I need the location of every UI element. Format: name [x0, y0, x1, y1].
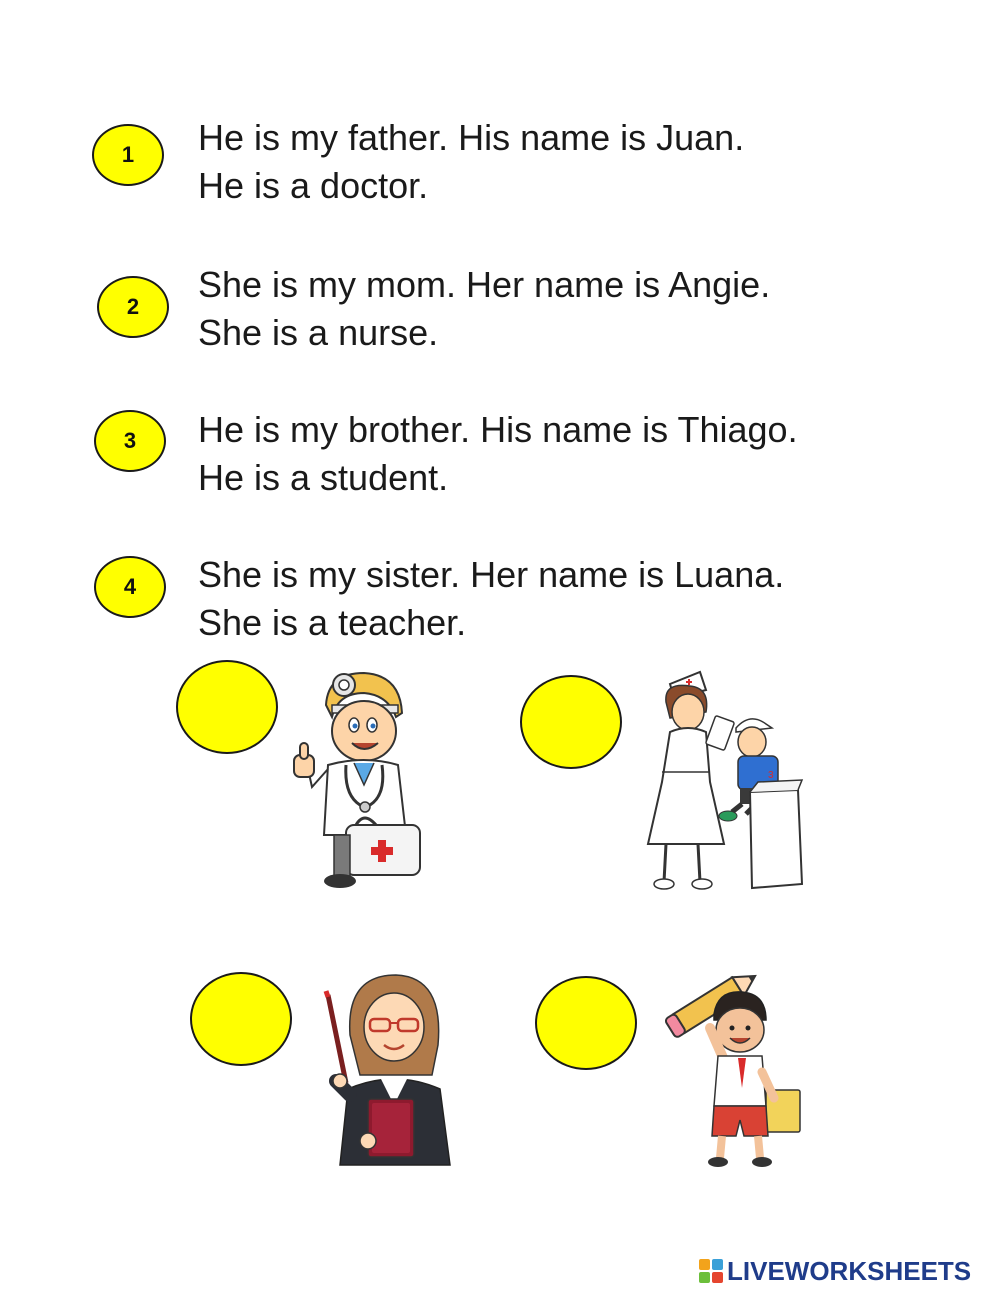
- answer-circle-student[interactable]: [535, 976, 637, 1070]
- liveworksheets-logo-icon: [698, 1258, 724, 1284]
- svg-text:3: 3: [768, 770, 774, 781]
- number-badge-3: 3: [94, 410, 166, 472]
- number-badge-4: 4: [94, 556, 166, 618]
- sentence-line: She is a nurse.: [198, 312, 439, 353]
- doctor-illustration: [288, 665, 428, 895]
- answer-circle-nurse[interactable]: [520, 675, 622, 769]
- sentence-text-1: [198, 114, 744, 210]
- sentence-line: She is my sister. Her name is Luana.: [198, 554, 785, 595]
- sentence-text-3: [198, 406, 798, 502]
- student-illustration: [662, 968, 810, 1168]
- sentence-line: He is a doctor.: [198, 165, 429, 206]
- teacher-illustration: [320, 965, 460, 1170]
- answer-circle-teacher[interactable]: [190, 972, 292, 1066]
- sentence-line: She is a teacher.: [198, 602, 467, 643]
- sentence-line: He is my brother. His name is Thiago.: [198, 409, 798, 450]
- sentence-line: She is my mom. Her name is Angie.: [198, 264, 771, 305]
- sentence-line: He is a student.: [198, 457, 449, 498]
- sentence-line: He is my father. His name is Juan.: [198, 117, 745, 158]
- answer-circle-doctor[interactable]: [176, 660, 278, 754]
- number-badge-1: 1: [92, 124, 164, 186]
- liveworksheets-brand: [698, 1254, 996, 1288]
- brand-name: LIVEWORKSHEETS: [727, 1255, 972, 1286]
- number-badge-2: 2: [97, 276, 169, 338]
- sentence-text-2: [198, 261, 770, 357]
- sentence-text-4: [198, 551, 784, 647]
- nurse-illustration: [640, 662, 805, 894]
